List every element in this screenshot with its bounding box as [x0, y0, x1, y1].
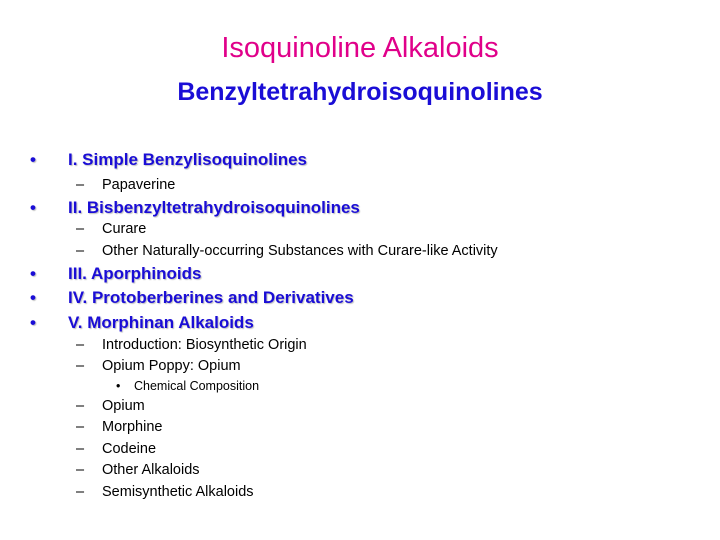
slide-subtitle: Benzyltetrahydroisoquinolines	[177, 78, 543, 106]
item-text: Semisynthetic Alkaloids	[102, 484, 254, 500]
title-block	[0, 28, 720, 110]
list-item-opium-poppy	[76, 358, 241, 374]
dash-marker: –	[76, 462, 85, 478]
item-text: Introduction: Biosynthetic Origin	[102, 337, 307, 353]
bullet-marker: •	[30, 264, 36, 283]
bullet-marker: •	[30, 313, 36, 332]
dash-marker: –	[76, 243, 85, 259]
bullet-marker: •	[30, 198, 36, 217]
list-item-other-alkaloids	[76, 462, 200, 478]
list-item-morphinan	[30, 313, 254, 333]
list-item-curare	[76, 221, 146, 237]
dash-marker: –	[76, 419, 85, 435]
list-item-opium	[76, 398, 145, 414]
dash-marker: –	[76, 221, 85, 237]
list-item-biosynthetic-origin	[76, 337, 307, 353]
item-text: I. Simple Benzylisoquinolines	[68, 150, 307, 169]
item-text: Papaverine	[102, 177, 176, 193]
item-text: Other Alkaloids	[102, 462, 200, 478]
item-text: Morphine	[102, 419, 163, 435]
item-text: Opium Poppy: Opium	[102, 358, 241, 374]
item-text: III. Aporphinoids	[68, 264, 202, 283]
bullet-marker: •	[30, 150, 36, 169]
list-item-papaverine	[76, 177, 175, 193]
dash-marker: –	[76, 484, 85, 500]
dash-marker: –	[76, 177, 85, 193]
list-item-codeine	[76, 441, 156, 457]
item-text: IV. Protoberberines and Derivatives	[68, 288, 354, 307]
dash-marker: –	[76, 337, 85, 353]
list-item-chemical-composition	[116, 379, 259, 393]
dash-marker: –	[76, 358, 85, 374]
item-text: Codeine	[102, 441, 157, 457]
bullet-marker: •	[30, 288, 36, 307]
list-item-protoberberines	[30, 288, 354, 308]
list-item-morphine	[76, 419, 162, 435]
slide-title: Isoquinoline Alkaloids	[221, 32, 499, 64]
item-text: Curare	[102, 221, 147, 237]
item-text: II. Bisbenzyltetrahydroisoquinolines	[68, 198, 360, 217]
list-item-curare-like	[76, 243, 498, 259]
dash-marker: –	[76, 398, 85, 414]
list-item-semisynthetic-alkaloids	[76, 484, 254, 500]
list-item-bisbenzyltetrahydroisoquinolines	[30, 198, 360, 218]
item-text: V. Morphinan Alkaloids	[68, 313, 254, 332]
list-item-aporphinoids	[30, 264, 201, 284]
item-text: Chemical Composition	[134, 379, 260, 393]
list-item-simple-benzylisoquinolines	[30, 150, 307, 170]
item-text: Other Naturally-occurring Substances with Curare-like Activity	[102, 243, 498, 259]
item-text: Opium	[102, 398, 145, 414]
dash-marker: –	[76, 441, 85, 457]
bullet-marker: •	[116, 379, 121, 393]
